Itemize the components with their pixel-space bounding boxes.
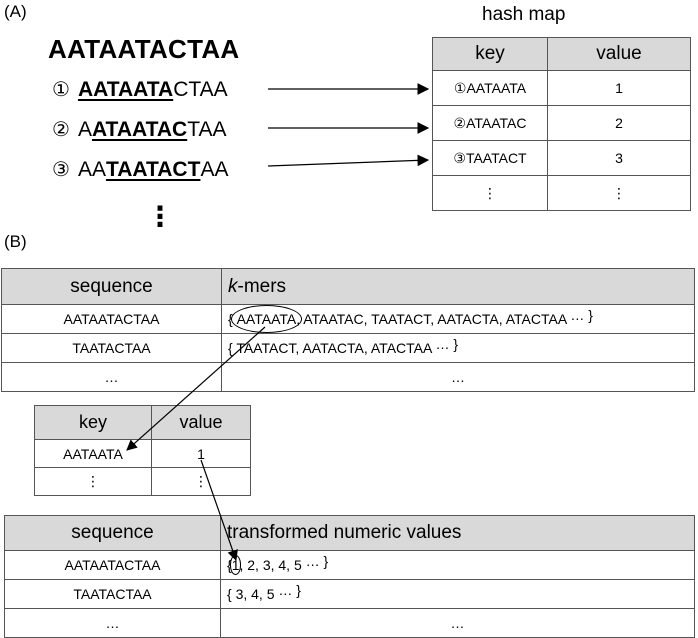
panel-b-label: (B) [4, 232, 27, 251]
header-sequence: sequence [2, 269, 222, 305]
key-cell: ⋮ [35, 468, 152, 496]
highlighted-kmer: AATAATA [236, 311, 297, 327]
key-cell: AATAATA [35, 440, 152, 468]
brace-close: … } [278, 582, 301, 598]
value-list: 3, 4, 5 [235, 586, 275, 602]
header-kmers-rest: -mers [237, 275, 287, 297]
brace-open: { [228, 311, 237, 327]
kmer-suffix: AA [200, 158, 229, 181]
brace-close: … } [305, 553, 329, 569]
brace-open: { [227, 557, 232, 573]
brace-close: … } [570, 307, 593, 323]
sequence-cell: TAATACTAA [5, 580, 221, 609]
value-cell: ⋮ [152, 468, 251, 496]
kmer-number: ② [52, 117, 70, 141]
sequence-cell: AATAATACTAA [5, 551, 221, 580]
sequence-cell: AATAATACTAA [2, 305, 222, 334]
header-value: value [152, 406, 251, 440]
header-sequence: sequence [5, 516, 221, 551]
highlighted-value: 1 [231, 557, 240, 573]
kmer-bold: ATAATAC [91, 118, 188, 141]
panel-a-label: (A) [4, 2, 27, 21]
brace-open: { [228, 340, 237, 356]
sequence-cell: … [5, 609, 221, 638]
value-list: , 2, 3, 4, 5 [239, 557, 302, 573]
header-value: value [548, 38, 691, 71]
kmers-cell: … [222, 363, 695, 392]
header-kmers-k: k [228, 275, 238, 297]
kmer-prefix: AA [77, 158, 106, 181]
key-cell: ⋮ [433, 176, 548, 211]
value-cell: 1 [152, 440, 251, 468]
kmer-number: ① [52, 77, 70, 101]
main-sequence: AATAATACTAA [48, 34, 240, 64]
key-cell: ②ATAATAC [433, 106, 548, 141]
kmer-prefix: A [77, 118, 92, 141]
key-cell: ①AATAATA [433, 71, 548, 106]
hash-map-title: hash map [482, 4, 566, 25]
sequence-cell: … [2, 363, 222, 392]
numeric-cell: … [221, 609, 695, 638]
kmer-number: ③ [52, 157, 70, 181]
header-numeric: transformed numeric values [221, 516, 695, 551]
kmer-list: , ATAATAC, TAATACT, AATACTA, ATACTAA [296, 311, 567, 327]
arrow-kmer-3 [268, 160, 428, 166]
header-key: key [433, 38, 548, 71]
value-cell: ⋮ [548, 176, 691, 211]
kmer-bold: TAATACT [105, 158, 201, 181]
kmer-list: TAATACT, AATACTA, ATACTAA [236, 340, 432, 356]
header-key: key [35, 406, 152, 440]
sequence-cell: TAATACTAA [2, 334, 222, 363]
value-cell: 1 [548, 71, 691, 106]
arrow-value-to-numeric [201, 460, 236, 560]
key-cell: ③TAATACT [433, 141, 548, 176]
value-cell: 3 [548, 141, 691, 176]
brace-open: { [227, 586, 236, 602]
brace-close: … } [435, 336, 459, 352]
kmer-ellipsis: ⋮ [146, 200, 174, 233]
kmer-suffix: TAA [187, 118, 227, 141]
kmer-bold: AATAATA [77, 78, 174, 101]
arrow-kmer-to-key [127, 327, 265, 450]
value-cell: 2 [548, 106, 691, 141]
kmer-suffix: CTAA [173, 78, 228, 101]
